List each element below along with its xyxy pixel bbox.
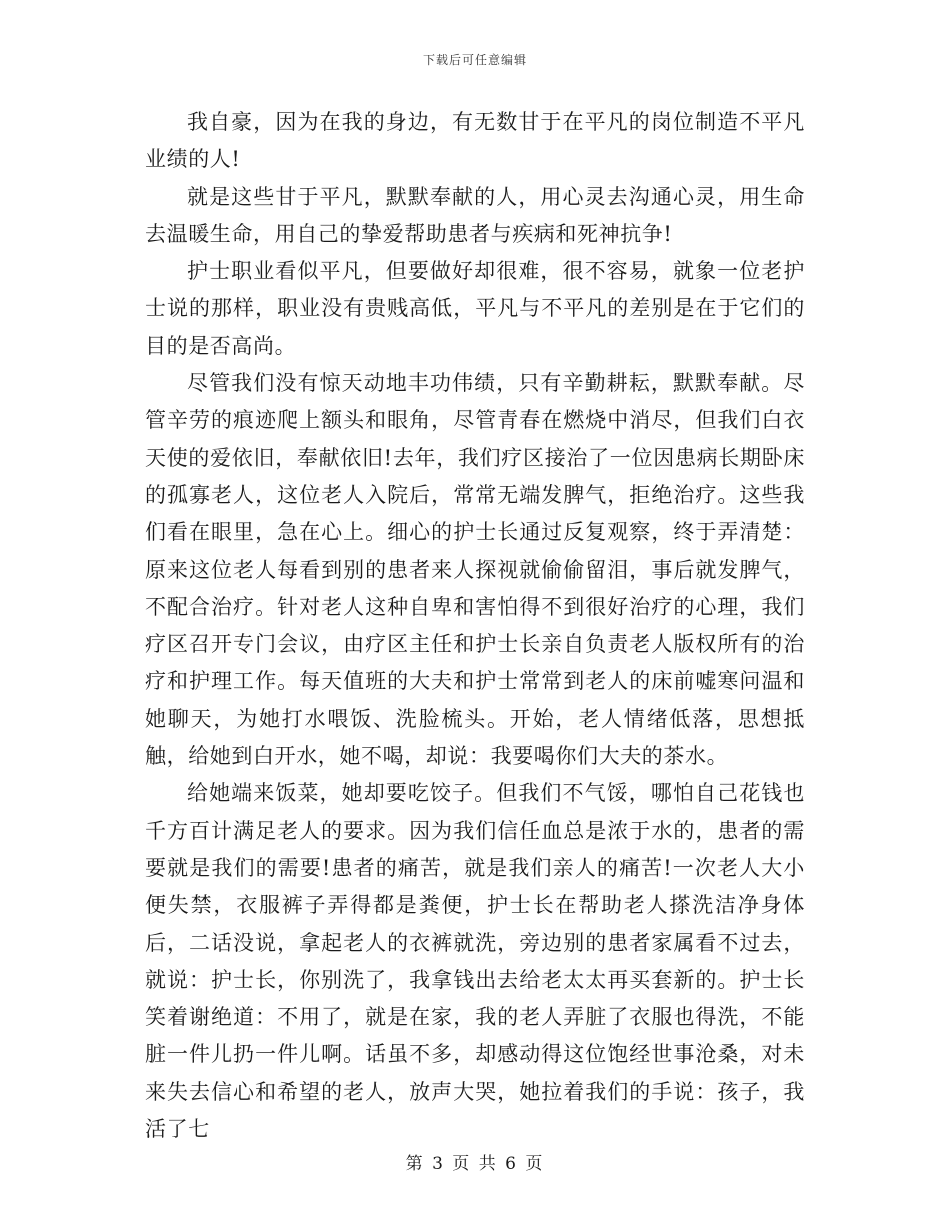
- page-header: 下载后可任意编辑: [422, 53, 527, 67]
- paragraph-2: 就是这些甘于平凡，默默奉献的人，用心灵去沟通心灵，用生命去温暖生命，用自己的挚爱帮助患者与疾病和死神抗争!: [145, 184, 805, 246]
- document-body: [145, 104, 805, 1148]
- paragraph-4: 尽管我们没有惊天动地丰功伟绩，只有辛勤耕耘，默默奉献。尽管辛劳的痕迹爬上额头和眼角，尽管青春在燃烧中消尽，但我们白衣天使的爱依旧，奉献依旧!去年，我们疗区接治了一位因患病长期卧床的孤寡老人，这位老人入院后，常常无端发脾气，拒绝治疗。这些我们看在眼里，急在心上。细心的护士长通过反复观察，终于弄清楚：原来这位老人每看到别的患者来人探视就偷偷留泪，事后就发脾气，不配合治疗。针对老人这种自卑和害怕得不到很好治疗的心理，我们疗区召开专门会议，由疗区主任和护士长亲自负责老人版权所有的治疗和护理工作。每天值班的大夫和护士常常到老人的床前嘘寒问温和她聊天，为她打水喂饭、洗脸梳头。开始，老人情绪低落，思想抵触，给她到白开水，她不喝，却说：我要喝你们大夫的茶水。: [145, 371, 805, 769]
- paragraph-3: 护士职业看似平凡，但要做好却很难，很不容易，就象一位老护士说的那样，职业没有贵贱高低，平凡与不平凡的差别是在于它们的目的是否高尚。: [145, 259, 805, 358]
- paragraph-5: 给她端来饭菜，她却要吃饺子。但我们不气馁，哪怕自己花钱也千方百计满足老人的要求。因为我们信任血总是浓于水的，患者的需要就是我们的需要!患者的痛苦，就是我们亲人的痛苦!一次老人大小便失禁，衣服裤子弄得都是粪便，护士长在帮助老人搽洗洁净身体后，二话没说，拿起老人的衣裤就洗，旁边别的患者家属看不过去，就说：护士长，你别洗了，我拿钱出去给老太太再买套新的。护士长笑着谢绝道：不用了，就是在家，我的老人弄脏了衣服也得洗，不能脏一件儿扔一件儿啊。话虽不多，却感动得这位饱经世事沧桑，对未来失去信心和希望的老人，放声大哭，她拉着我们的手说：孩子，我活了七: [145, 781, 805, 1142]
- paragraph-1: 我自豪，因为在我的身边，有无数甘于在平凡的岗位制造不平凡业绩的人!: [145, 110, 805, 172]
- page-number-footer: 第 3 页 共 6 页: [405, 1154, 545, 1174]
